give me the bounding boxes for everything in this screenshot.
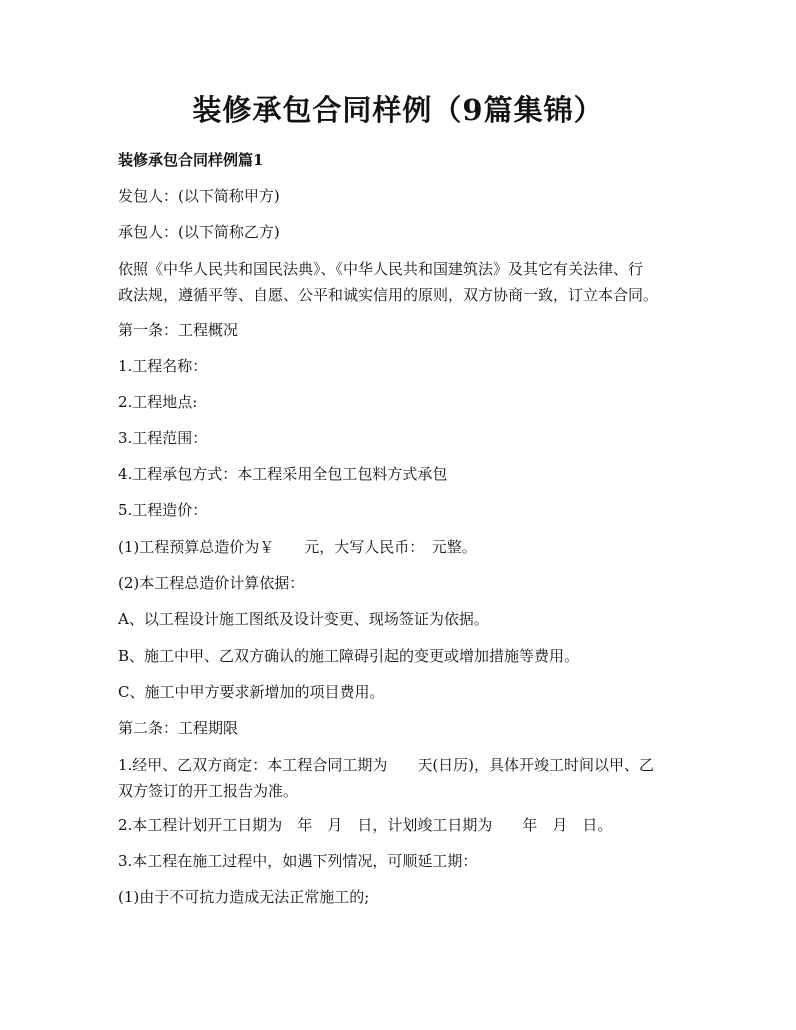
list-item: 3.工程范围： [118,429,208,447]
list-item: A、以工程设计施工图纸及设计变更、现场签证为依据。 [118,610,489,628]
article-2-heading: 第二条：工程期限 [118,719,239,737]
paragraph-duration [118,752,683,804]
list-item: 4.工程承包方式：本工程采用全包工包料方式承包 [118,465,448,483]
document-title: 装修承包合同样例（9篇集锦） [192,93,604,127]
list-item: (1)由于不可抗力造成无法正常施工的; [118,888,370,906]
list-item: 2.本工程计划开工日期为 年 月 日，计划竣工日期为 年 月 日。 [118,816,613,834]
paragraph-line: 1.经甲、乙双方商定：本工程合同工期为 天(日历)，具体开竣工时间以甲、乙 [118,756,655,774]
list-item: 2.工程地点: [118,393,198,411]
article-1-heading: 第一条：工程概况 [118,321,239,339]
paragraph-contractor: 承包人：(以下简称乙方) [118,223,280,241]
paragraph-line: 双方签订的开工报告为准。 [118,782,299,800]
list-item: 5.工程造价： [118,501,208,519]
section-heading: 装修承包合同样例篇1 [118,151,264,169]
paragraph-legal-basis [118,256,683,308]
list-item: B、施工中甲、乙双方确认的施工障碍引起的变更或增加措施等费用。 [118,647,580,665]
list-item: (2)本工程总造价计算依据： [118,574,305,592]
list-item: 1.工程名称： [118,357,208,375]
paragraph-line: 依照《中华人民共和国民法典》、《中华人民共和国建筑法》及其它有关法律、行 [118,260,644,278]
paragraph-line: 政法规，遵循平等、自愿、公平和诚实信用的原则，双方协商一致，订立本合同。 [118,286,659,304]
list-item: (1)工程预算总造价为￥ 元，大写人民币： 元整。 [118,538,477,556]
paragraph-employer: 发包人：(以下简称甲方) [118,187,280,205]
list-item: 3.本工程在施工过程中，如遇下列情况，可顺延工期： [118,852,478,870]
list-item: C、施工中甲方要求新增加的项目费用。 [118,683,385,701]
